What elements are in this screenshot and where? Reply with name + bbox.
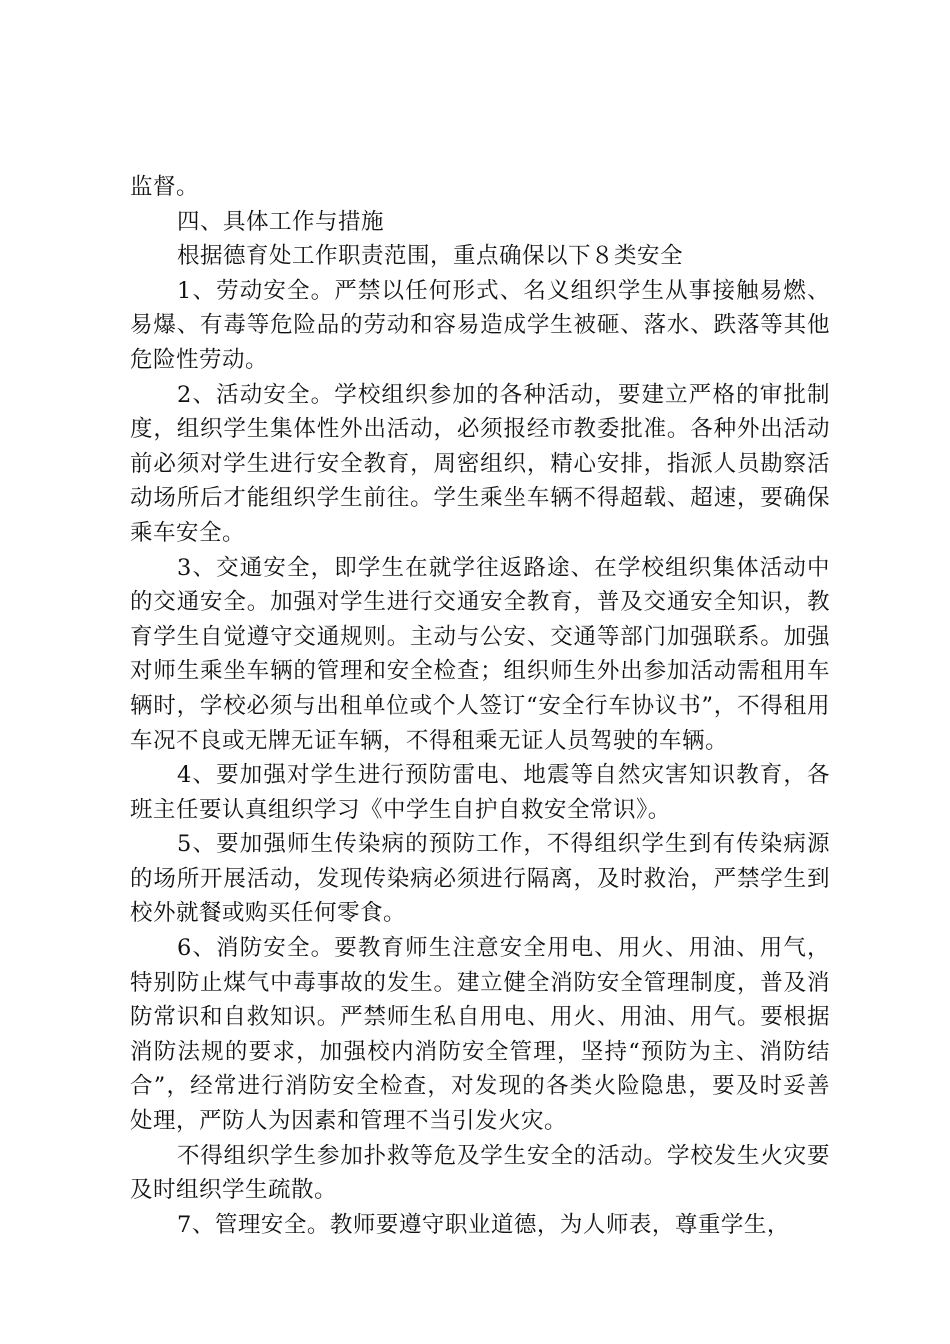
paragraph-fire-evacuation: 不得组织学生参加扑救等危及学生安全的活动。学校发生火灾要及时组织学生疏散。	[130, 1142, 830, 1204]
paragraph-fire-safety: 6、消防安全。要教育师生注意安全用电、用火、用油、用气，特别防止煤气中毒事故的发生。建立健全消防安全管理制度，普及消防常识和自救知识。严禁师生私自用电、用火、用油、用气。要根据消防法规的要求，加强校内消防安全管理，坚持“预防为主、消防结合”，经常进行消防安全检查，对发现的各类火险隐患，要及时妥善处理，严防人为因素和管理不当引发火灾。	[130, 935, 830, 1135]
section-heading: 四、具体工作与措施	[177, 208, 385, 235]
paragraph-labor-safety: 1、劳动安全。严禁以任何形式、名义组织学生从事接触易燃、易爆、有毒等危险品的劳动和容易造成学生被砸、落水、跌落等其他危险性劳动。	[130, 277, 830, 373]
paragraph-disaster-education: 4、要加强对学生进行预防雷电、地震等自然灾害知识教育，各班主任要认真组织学习《中学生自护自救安全常识》。	[130, 762, 830, 823]
paragraph-intro: 根据德育处工作职责范围，重点确保以下８类安全	[177, 243, 684, 270]
paragraph-management-safety: 7、管理安全。教师要遵守职业道德，为人师表，尊重学生，	[177, 1211, 790, 1238]
paragraph-traffic-safety: 3、交通安全，即学生在就学往返路途、在学校组织集体活动中的交通安全。加强对学生进行交通安全教育，普及交通安全知识，教育学生自觉遵守交通规则。主动与公安、交通等部门加强联系。加强对师生乘坐车辆的管理和安全检查；组织师生外出参加活动需租用车辆时，学校必须与出租单位或个人签订“安全行车协议书”，不得租用车况不良或无牌无证车辆，不得租乘无证人员驾驶的车辆。	[130, 554, 830, 754]
document-body	[130, 170, 830, 1242]
paragraph-activity-safety: 2、活动安全。学校组织参加的各种活动，要建立严格的审批制度，组织学生集体性外出活动，必须报经市教委批准。各种外出活动前必须对学生进行安全教育，周密组织，精心安排，指派人员勘察活动场所后才能组织学生前往。学生乘坐车辆不得超载、超速，要确保乘车安全。	[130, 381, 830, 546]
paragraph-continuation: 监督。	[130, 174, 200, 200]
paragraph-disease-prevention: 5、要加强师生传染病的预防工作，不得组织学生到有传染病源的场所开展活动，发现传染病必须进行隔离，及时救治，严禁学生到校外就餐或购买任何零食。	[130, 831, 830, 927]
